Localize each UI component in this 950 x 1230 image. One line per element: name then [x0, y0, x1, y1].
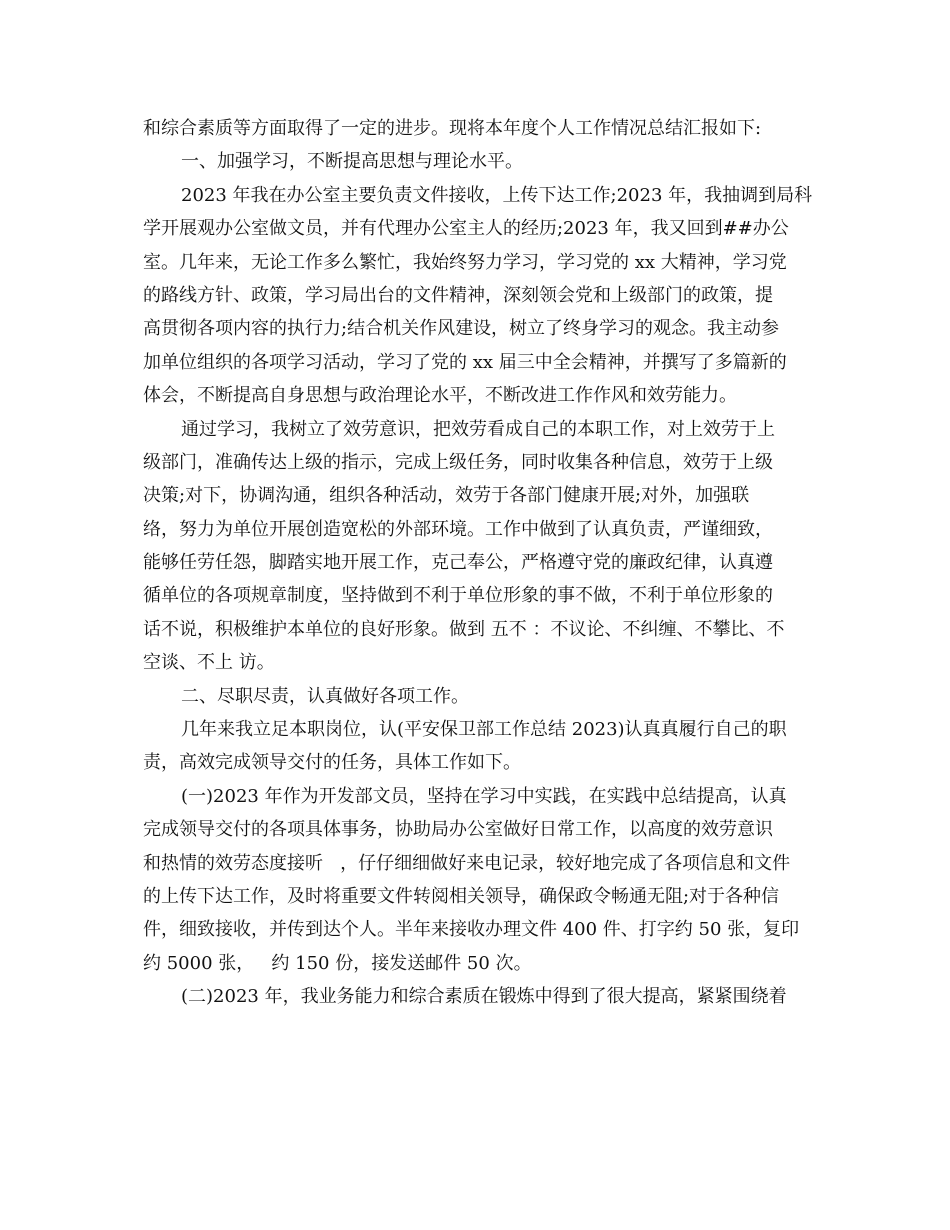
text-line: 责，高效完成领导交付的任务，具体工作如下。	[143, 752, 521, 774]
text-line: 的上传下达工作，及时将重要文件转阅相关领导，确保政令畅通无阻;对于各种信	[143, 885, 780, 907]
text-line: 空谈、不上 访。	[143, 652, 275, 674]
text-line: 级部门，准确传达上级的指示，完成上级任务，同时收集各种信息，效劳于上级	[143, 451, 773, 473]
text-line: 约 5000 张， 约 150 份，接发送邮件 50 次。	[143, 952, 532, 974]
text-line: 2023 年我在办公室主要负责文件接收，上传下达工作;2023 年，我抽调到局科	[181, 184, 813, 206]
text-line: (二)2023 年，我业务能力和综合素质在锻炼中得到了很大提高，紧紧围绕着	[181, 986, 787, 1008]
text-line: 和综合素质等方面取得了一定的进步。现将本年度个人工作情况总结汇报如下:	[143, 118, 762, 139]
text-line: 学开展观办公室做文员，并有代理办公室主人的经历;2023 年，我又回到##办公	[143, 218, 789, 240]
text-line: 和热情的效劳态度接听 ，仔仔细细做好来电记录，较好地完成了各项信息和文件	[143, 852, 791, 874]
text-line: 通过学习，我树立了效劳意识，把效劳看成自己的本职工作，对上效劳于上	[181, 418, 775, 440]
text-line: 循单位的各项规章制度，坚持做到不利于单位形象的事不做，不利于单位形象的	[143, 585, 773, 607]
section-heading: 二、尽职尽责，认真做好各项工作。	[181, 685, 469, 707]
text-line: 完成领导交付的各项具体事务，协助局办公室做好日常工作，以高度的效劳意识	[143, 819, 773, 841]
section-heading: 一、加强学习，不断提高思想与理论水平。	[181, 151, 523, 173]
text-line: 室。几年来，无论工作多么繁忙，我始终努力学习，学习党的 xx 大精神，学习党	[143, 251, 787, 273]
text-line: 决策;对下，协调沟通，组织各种活动，效劳于各部门健康开展;对外，加强联	[143, 485, 750, 507]
text-line: 几年来我立足本职岗位，认(平安保卫部工作总结 2023)认真真履行自己的职	[181, 719, 787, 741]
text-line: 络，努力为单位开展创造宽松的外部环境。工作中做到了认真负责，严谨细致，	[143, 518, 773, 540]
text-line: 话不说，积极维护本单位的良好形象。做到 五不 ：不议论、不纠缠、不攀比、不	[143, 618, 785, 640]
text-line: 的路线方针、政策，学习局出台的文件精神，深刻领会党和上级部门的政策，提	[143, 284, 773, 306]
text-line: (一)2023 年作为开发部文员，坚持在学习中实践，在实践中总结提高，认真	[181, 785, 787, 807]
text-line: 体会，不断提高自身思想与政治理论水平，不断改进工作作风和效劳能力。	[143, 385, 737, 407]
text-line: 件，细致接收，并传到达个人。半年来接收办理文件 400 件、打字约 50 张，复印	[143, 919, 800, 941]
text-line: 能够任劳任怨，脚踏实地开展工作，克己奉公，严格遵守党的廉政纪律，认真遵	[143, 552, 773, 574]
text-line: 加单位组织的各项学习活动，学习了党的 xx 届三中全会精神，并撰写了多篇新的	[143, 351, 787, 373]
document-body	[143, 112, 813, 1014]
text-line: 高贯彻各项内容的执行力;结合机关作风建设，树立了终身学习的观念。我主动参	[143, 318, 780, 340]
